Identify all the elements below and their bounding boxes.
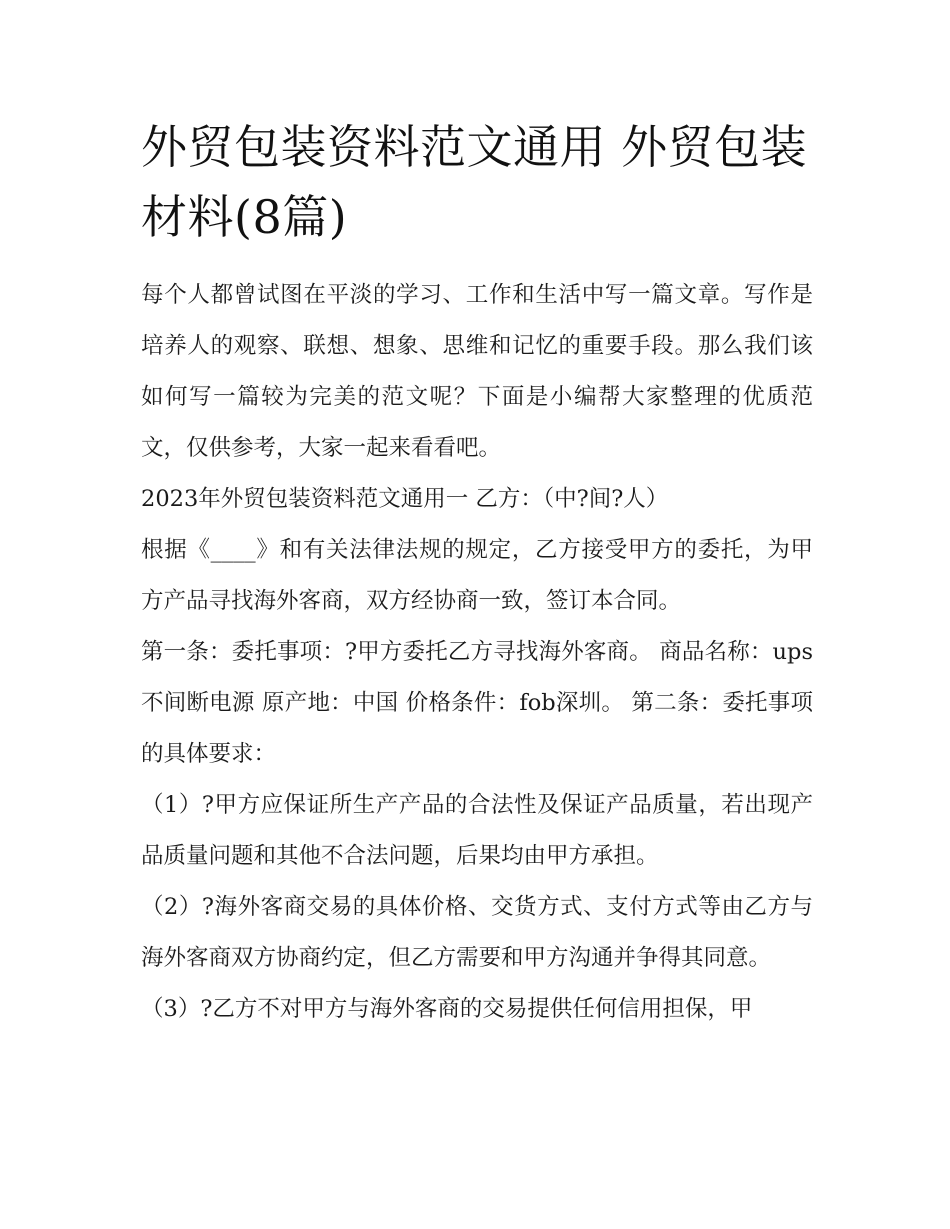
article-one-paragraph: 第一条：委托事项：?甲方委托乙方寻找海外客商。 商品名称：ups不间断电源 原产地：中国 价格条件：fob深圳。 第二条：委托事项的具体要求：: [141, 639, 814, 767]
requirement-1-paragraph: （1）?甲方应保证所生产产品的合法性及保证产品质量，若出现产品质量问题和其他不合法问题，后果均由甲方承担。: [141, 792, 813, 869]
intro-paragraph: 每个人都曾试图在平淡的学习、工作和生活中写一篇文章。写作是培养人的观察、联想、想象、思维和记忆的重要手段。那么我们该如何写一篇较为完美的范文呢？下面是小编帮大家整理的优质范文，仅供参考，大家一起来看看吧。: [141, 282, 813, 461]
title-block: [141, 112, 813, 252]
document-page: [141, 112, 813, 1035]
section-heading-paragraph: 2023年外贸包装资料范文通用一 乙方：（中?间?人）: [141, 486, 669, 512]
requirement-2-paragraph: （2）?海外客商交易的具体价格、交货方式、支付方式等由乙方与海外客商双方协商约定，但乙方需要和甲方沟通并争得其同意。: [141, 894, 813, 971]
contract-basis-paragraph: 根据《____》和有关法律法规的规定，乙方接受甲方的委托，为甲方产品寻找海外客商，双方经协商一致，签订本合同。: [141, 537, 813, 614]
document-title: 外贸包装资料范文通用 外贸包装材料(8篇): [141, 120, 808, 244]
requirement-3-paragraph: （3）?乙方不对甲方与海外客商的交易提供任何信用担保，甲: [141, 996, 753, 1022]
